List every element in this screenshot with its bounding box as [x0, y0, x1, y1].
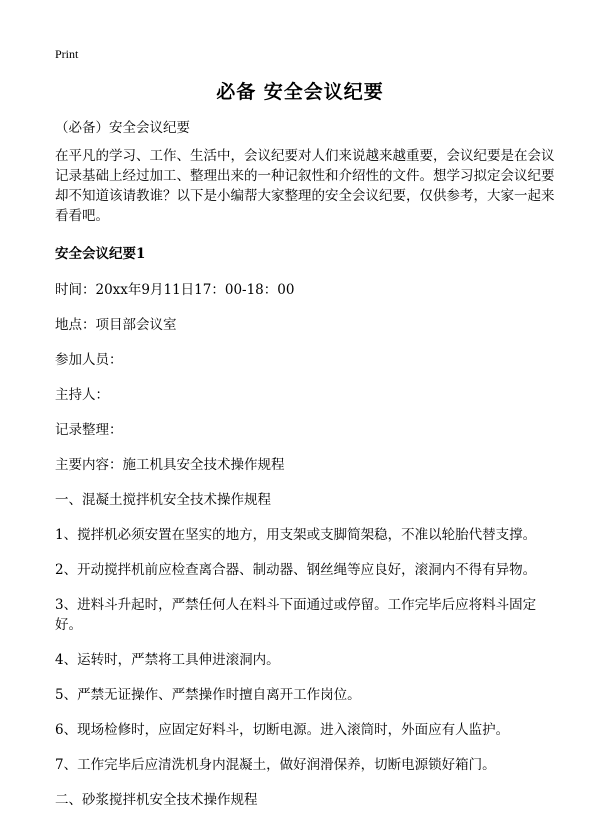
rule-item: 5、严禁无证操作、严禁操作时擅自离开工作岗位。 — [55, 687, 361, 703]
document-subtitle: （必备）安全会议纪要 — [55, 120, 190, 136]
document-title: 必备 安全会议纪要 — [216, 81, 384, 103]
rule-item: 2、开动搅拌机前应检查离合器、制动器、钢丝绳等应良好，滚洞内不得有异物。 — [55, 562, 537, 578]
intro-paragraph: 在平凡的学习、工作、生活中，会议纪要对人们来说越来越重要，会议纪要是在会议记录基础上经过加工、整理出来的一种记叙性和介绍性的文件。想学习拟定会议纪要却不知道该请教谁？以下是小编帮大家整理的安全会议纪要，仅供参考，大家一起来看看吧。 — [55, 148, 555, 224]
rule-item: 6、现场检修时，应固定好料斗，切断电源。进入滚筒时，外面应有人监护。 — [55, 722, 510, 738]
meeting-main-content: 主要内容：施工机具安全技术操作规程 — [55, 457, 285, 473]
meeting-host: 主持人： — [55, 387, 109, 403]
meeting-recorder: 记录整理： — [55, 422, 123, 438]
rule-item: 1、搅拌机必须安置在坚实的地方，用支架或支脚简架稳，不准以轮胎代替支撑。 — [55, 527, 537, 543]
part2-heading: 二、砂浆搅拌机安全技术操作规程 — [55, 792, 258, 808]
meeting-location: 地点：项目部会议室 — [55, 317, 177, 333]
rule-item: 3、进料斗升起时，严禁任何人在料斗下面通过或停留。工作完毕后应将料斗固定好。 — [55, 597, 537, 633]
meeting-attendees: 参加人员： — [55, 352, 123, 368]
part1-heading: 一、混凝土搅拌机安全技术操作规程 — [55, 492, 271, 508]
rule-item: 4、运转时，严禁将工具伸进滚洞内。 — [55, 652, 280, 668]
meeting-time: 时间：20xx年9月11日17：00-18：00 — [55, 282, 295, 298]
rule-item: 7、工作完毕后应清洗机身内混凝土，做好润滑保养，切断电源锁好箱门。 — [55, 757, 496, 773]
print-link[interactable]: Print — [55, 47, 79, 61]
document-body — [55, 118, 555, 824]
section-heading: 安全会议纪要1 — [55, 246, 146, 262]
